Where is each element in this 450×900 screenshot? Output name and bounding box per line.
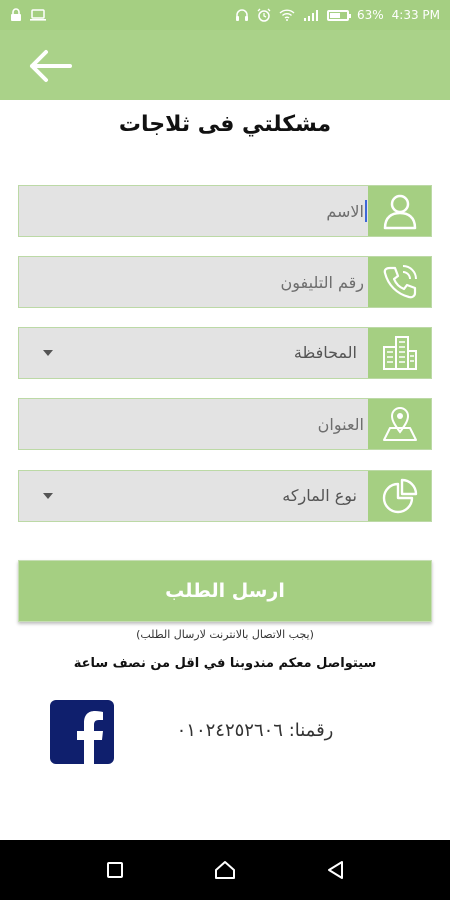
home-button[interactable] [205, 850, 245, 890]
battery-icon [327, 10, 349, 21]
home-icon [214, 860, 236, 880]
brand-icon-box [368, 471, 431, 521]
back-nav-button[interactable] [315, 850, 355, 890]
callback-info: سيتواصل معكم مندوبنا في اقل من نصف ساعة [73, 656, 377, 671]
buildings-icon [380, 333, 420, 373]
status-bar [0, 0, 450, 30]
governorate-select-label: المحافظة [293, 343, 357, 362]
address-input[interactable] [19, 399, 368, 449]
address-field-container [18, 398, 432, 450]
address-icon-box [368, 399, 431, 449]
phone-input[interactable] [19, 257, 368, 307]
recent-apps-button[interactable] [95, 850, 135, 890]
page-title: مشكلتي فى ثلاجات [118, 112, 332, 137]
back-button[interactable] [28, 48, 74, 84]
brand-select-label: نوع الماركه [282, 486, 357, 505]
battery-percent: 63% [356, 8, 384, 22]
text-cursor [365, 200, 367, 222]
name-input[interactable] [19, 186, 368, 236]
person-icon [380, 191, 420, 231]
name-icon-box [368, 186, 431, 236]
phone-field-container [18, 256, 432, 308]
facebook-icon [50, 700, 114, 764]
square-icon [106, 861, 124, 879]
internet-required-note: (يجب الاتصال بالانترنت لارسال الطلب) [136, 628, 314, 641]
governorate-select[interactable] [18, 327, 432, 379]
submit-request-button[interactable]: ارسل الطلب [18, 560, 432, 622]
pie-chart-icon [380, 476, 420, 516]
map-pin-icon [380, 404, 420, 444]
laptop-icon [30, 9, 46, 21]
lock-icon [10, 8, 22, 22]
arrow-left-icon [28, 48, 74, 84]
phone-icon [380, 262, 420, 302]
signal-icon [303, 9, 319, 21]
dropdown-caret-icon [43, 493, 53, 499]
headphones-icon [235, 8, 249, 22]
alarm-clock-icon [257, 8, 271, 22]
status-left-icons [10, 8, 46, 22]
contact-phone-number: رقمنا: ٠١٠٢٤٢٥٢٦٠٦ [176, 720, 334, 741]
phone-icon-box [368, 257, 431, 307]
triangle-back-icon [326, 860, 344, 880]
battery-fill [330, 13, 340, 18]
status-right-icons [235, 8, 440, 22]
clock-time: 4:33 PM [391, 8, 440, 22]
brand-select[interactable] [18, 470, 432, 522]
governorate-icon-box [368, 328, 431, 378]
app-bar [0, 30, 450, 100]
system-nav-bar [0, 840, 450, 900]
facebook-button[interactable] [50, 700, 114, 764]
name-field-container [18, 185, 432, 237]
dropdown-caret-icon [43, 350, 53, 356]
wifi-icon [279, 9, 295, 21]
